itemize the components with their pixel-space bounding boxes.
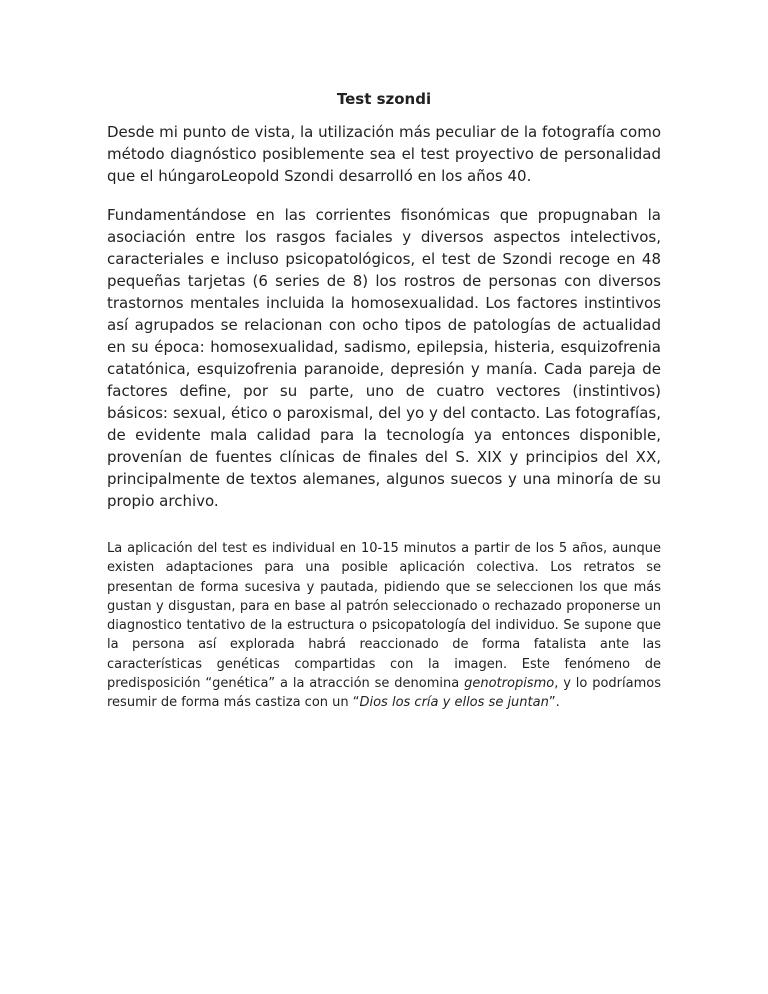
document-page xyxy=(107,88,661,713)
paragraph-application-text-1: La aplicación del test es individual en 10-15 minutos a partir de los 5 años, aunque existen adaptaciones para una posible aplicación colectiva. Los retratos se presentan de forma sucesiva y pautada, pidiendo que se seleccionen los que más gustan y disgustan, para en base al patrón seleccionado o rechazado proponerse un diagnostico tentativo de la estructura o psicopatología del individuo. Se supone que la persona así explorada habrá reaccionado de forma fatalista ante las características genéticas compartidas con la imagen. Este fenómeno de predisposición “genética” a la atracción se denomina xyxy=(107,541,661,692)
document-title: Test szondi xyxy=(336,90,432,108)
szondi-name-link[interactable]: Leopold Szondi xyxy=(220,167,334,185)
paragraph-application-text-2: , y lo podríamos resumir de forma más castiza con un “ xyxy=(107,676,661,711)
paragraph-intro-text-before: Desde mi punto de vista, la utilización más peculiar de la fotografía como método diagnóstico posiblemente sea el test proyectivo de personalidad que el húngaro xyxy=(107,123,661,185)
paragraph-intro-text-after: desarrolló en los años 40. xyxy=(333,167,532,185)
paragraph-application xyxy=(107,539,661,713)
paragraph-foundation: Fundamentándose en las corrientes fisonómicas que propugnaban la asociación entre los rasgos faciales y diversos aspectos intelectivos, caracteriales e incluso psicopatológicos, el test de Szondi recoge en 48 pequeñas tarjetas (6 series de 8) los rostros de personas con diversos trastornos mentales incluida la homosexualidad. Los factores instintivos así agrupados se relacionan con ocho tipos de patologías de actualidad en su época: homosexualidad, sadismo, epilepsia, histeria, esquizofrenia catatónica, esquizofrenia paranoide, depresión y manía. Cada pareja de factores define, por su parte, uno de cuatro vectores (instintivos) básicos: sexual, ético o paroxismal, del yo y del contacto. Las fotografías, de evidente mala calidad para la tecnología ya entonces disponible, provenían de fuentes clínicas de finales del S. XIX y principios del XX, principalmente de textos alemanes, algunos suecos y una minoría de su propio archivo. xyxy=(107,206,661,510)
paragraph-intro xyxy=(107,121,661,187)
genotropismo-term: genotropismo xyxy=(464,676,555,692)
paragraph-application-text-3: ”. xyxy=(548,695,560,711)
saying-quote: Dios los cría y ellos se juntan xyxy=(359,695,549,711)
